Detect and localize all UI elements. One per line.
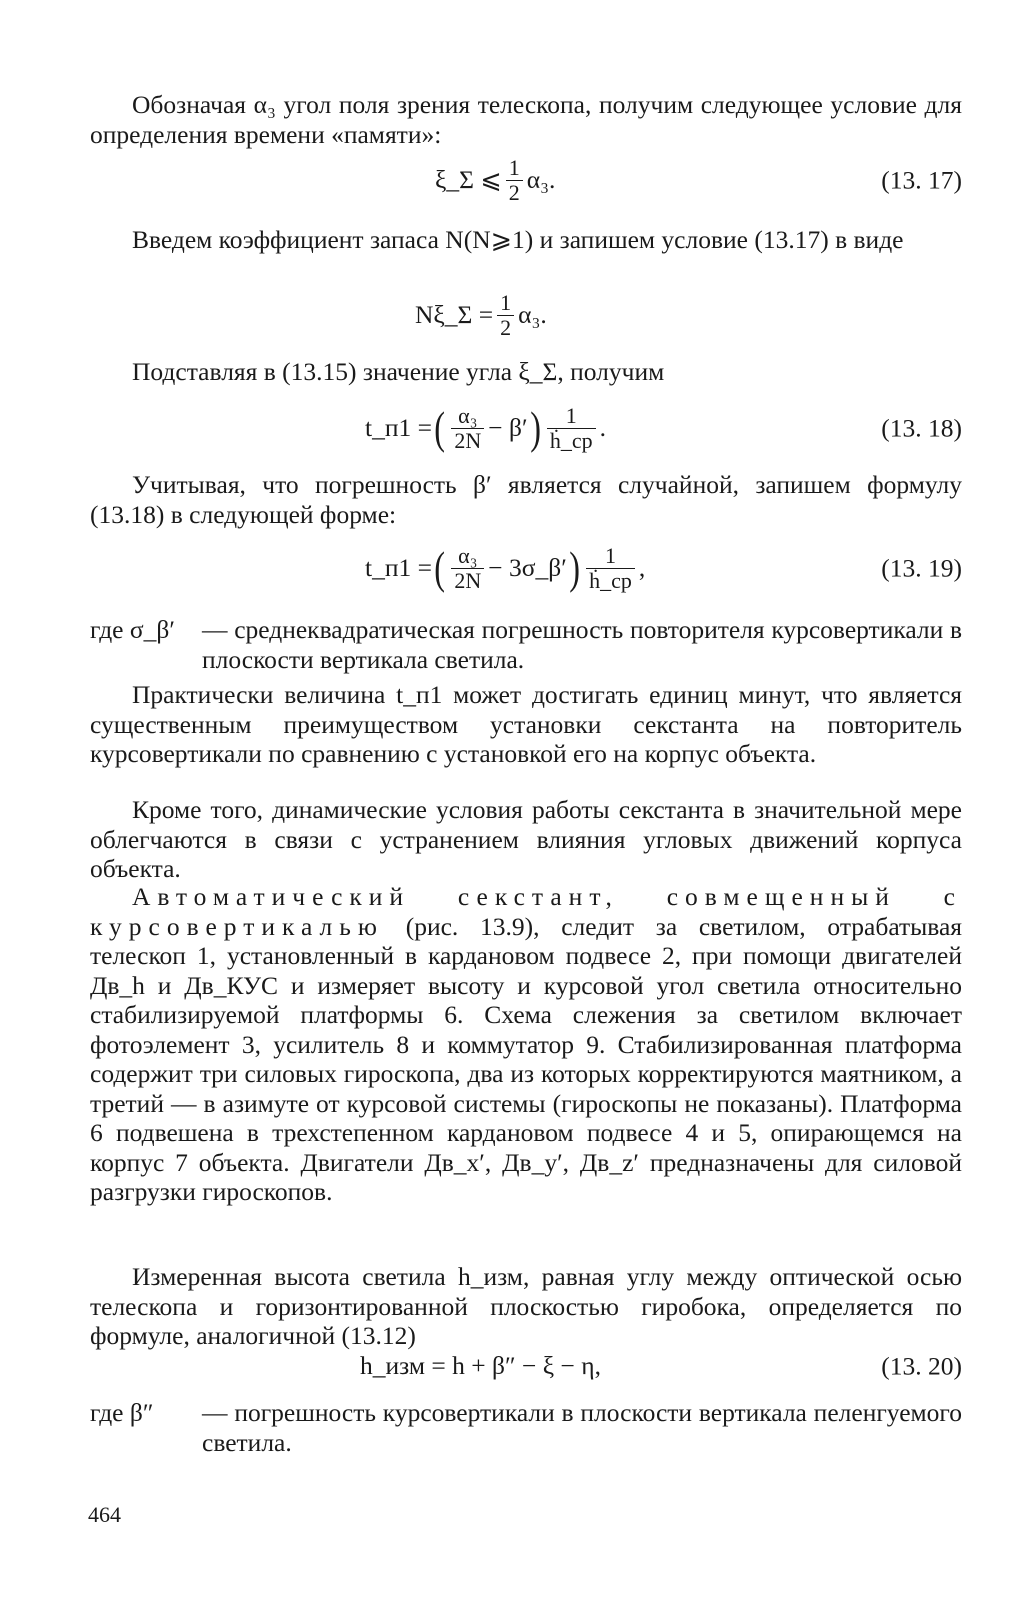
where-clause-beta xyxy=(90,1398,962,1457)
paragraph-text: Учитывая, что погрешность β′ является случайной, запишем формулу (13.18) в следующей форме: xyxy=(90,470,962,529)
paragraph-substitution xyxy=(90,357,962,387)
equation-number: (13. 18) xyxy=(881,413,962,443)
where-clause-sigma xyxy=(90,615,962,674)
numerator: α₃ xyxy=(458,402,478,428)
numerator: 1 xyxy=(565,402,577,428)
paragraph-random-error xyxy=(90,470,962,529)
numerator: 1 xyxy=(500,289,512,315)
denominator: ḣ_ср xyxy=(586,568,635,593)
equation-13-19 xyxy=(90,535,962,601)
where-lead: где σ_β′ xyxy=(90,615,175,644)
eq-tail: , xyxy=(638,553,646,583)
equation-13-20 xyxy=(90,1342,962,1390)
spaced-term: Автоматический секстант, совмещенный с курсовертикалью xyxy=(90,882,962,941)
eq-middle: − 3σ_β′ xyxy=(488,553,567,583)
right-paren: ) xyxy=(529,402,541,453)
fraction xyxy=(451,404,484,453)
eq-rhs: α₃. xyxy=(526,165,556,195)
paragraph-intro xyxy=(90,90,962,149)
equation-13-18 xyxy=(90,395,962,461)
paragraph-text: Подставляя в (13.15) значение угла ξ_Σ, получим xyxy=(132,357,665,386)
paragraph-automatic-sextant xyxy=(90,882,962,1207)
paragraph-body: (рис. 13.9), следит за светилом, отрабатывая телескоп 1, установленный в кардановом подвесе 2, при помощи двигателей Дв_h и Дв_КУС и измеряет высоту и курсовой угол светила относительно стабилизируемой платформы 6. Схема слежения за светилом включает фотоэлемент 3, усилитель 8 и коммутатор 9. Стабилизированная платформа содержит три силовых гироскопа, два из которых корректируются маятником, а третий — в азимуте от курсовой системы (гироскопы не показаны). Платформа 6 подвешена в трехстепенном кардановом подвесе 4 и 5, опирающемся на корпус 7 объекта. Двигатели Дв_x′, Дв_y′, Дв_z′ предназначены для силовой разгрузки гироскопов. xyxy=(90,911,963,1206)
denominator: 2N xyxy=(451,428,484,453)
left-paren: ( xyxy=(434,402,446,453)
paragraph-text: Введем коэффициент запаса N(N⩾1) и запишем условие (13.17) в виде xyxy=(132,225,904,254)
paragraph-text: Практически величина t_п1 может достигать единиц минут, что является существенным преимуществом установки секстанта на повторитель курсовертикали по сравнению с установкой его на корпус объекта. xyxy=(90,680,962,768)
eq-expression: h_изм = h + β″ − ξ − η, xyxy=(360,1351,601,1381)
where-text: — среднеквадратическая погрешность повторителя курсовертикали в плоскости вертикала светила. xyxy=(202,615,962,674)
equation-number: (13. 17) xyxy=(881,165,962,195)
eq-rhs: α₃. xyxy=(518,300,547,330)
paragraph-text: Кроме того, динамические условия работы секстанта в значительной мере облегчаются в связи с устранением влияния угловых движений корпуса объекта. xyxy=(90,795,962,883)
where-lead: где β″ xyxy=(90,1398,154,1427)
denominator: 2 xyxy=(497,315,514,340)
eq-lhs: t_п1 = xyxy=(365,413,432,443)
eq-middle: − β′ xyxy=(488,413,528,443)
paragraph-dynamics xyxy=(90,795,962,884)
numerator: α₃ xyxy=(458,542,478,568)
eq-lhs: t_п1 = xyxy=(365,553,432,583)
fraction xyxy=(586,544,635,593)
denominator: ḣ_ср xyxy=(547,428,596,453)
numerator: 1 xyxy=(508,154,520,180)
paragraph-text xyxy=(90,882,962,1207)
denominator: 2N xyxy=(451,568,484,593)
where-text: — погрешность курсовертикали в плоскости вертикала пеленгуемого светила. xyxy=(202,1398,962,1457)
page-number: 464 xyxy=(88,1502,121,1527)
equation-13-17 xyxy=(90,150,962,210)
numerator: 1 xyxy=(604,542,616,568)
denominator: 2 xyxy=(506,180,523,205)
left-paren: ( xyxy=(434,542,446,593)
fraction xyxy=(497,291,514,340)
equation-number: (13. 20) xyxy=(881,1351,962,1381)
paragraph-advantage xyxy=(90,680,962,769)
eq-tail: . xyxy=(599,413,606,443)
equation-unnumbered xyxy=(90,285,962,345)
paragraph-text: Обозначая α₃ угол поля зрения телескопа, получим следующее условие для определения времени «памяти»: xyxy=(90,90,962,149)
equation-number: (13. 19) xyxy=(881,553,962,583)
paragraph-measured-height xyxy=(90,1262,962,1351)
eq-lhs: ξ_Σ ⩽ xyxy=(435,165,502,195)
right-paren: ) xyxy=(569,542,580,593)
paragraph-coefficient xyxy=(90,225,962,255)
fraction xyxy=(451,544,484,593)
eq-lhs: Nξ_Σ = xyxy=(415,300,494,330)
fraction xyxy=(547,404,596,453)
paragraph-text: Измеренная высота светила h_изм, равная углу между оптической осью телескопа и горизонтированной плоскостью гиробока, определяется по формуле, аналогичной (13.12) xyxy=(90,1262,962,1350)
fraction xyxy=(506,156,523,205)
